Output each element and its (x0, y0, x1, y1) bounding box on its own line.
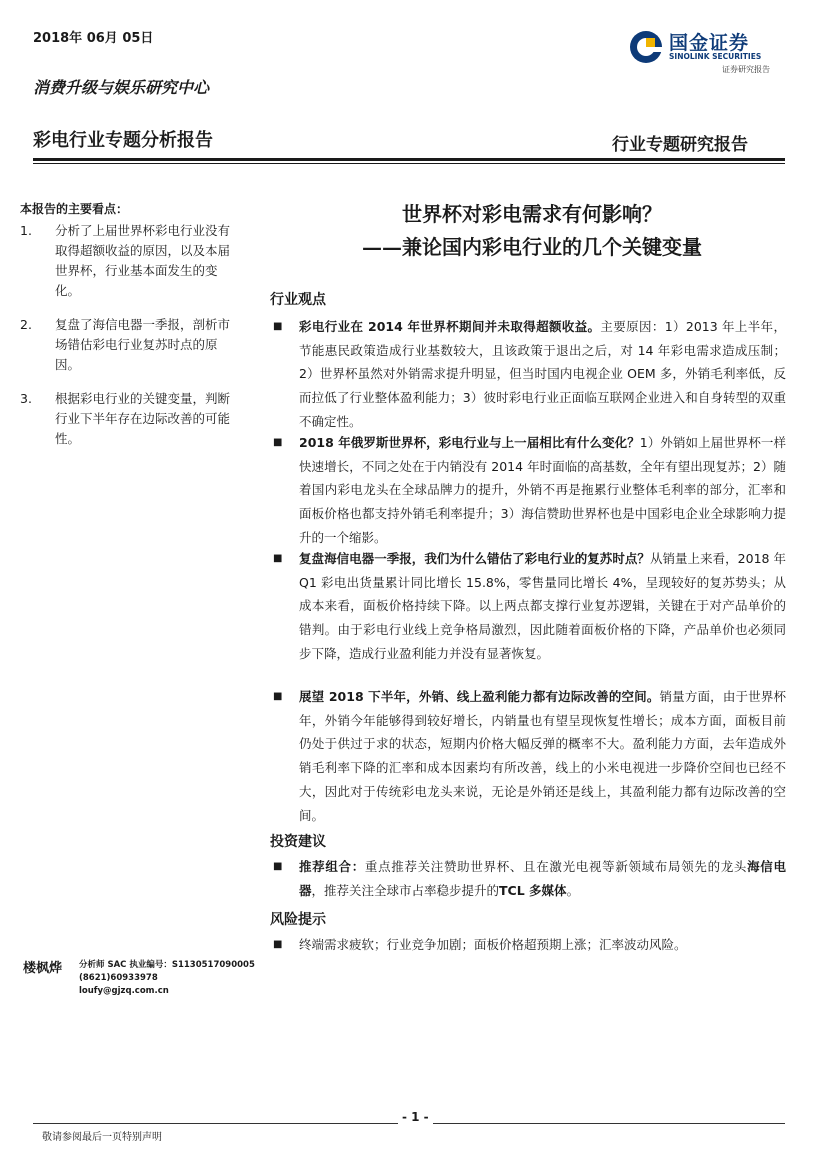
key-point-text: 分析了上届世界杯彩电行业没有取得超额收益的原因，以及本届世界杯，行业基本面发生的变化。 (55, 223, 231, 298)
analyst-cert: 分析师 SAC 执业编号：S1130517090005 (79, 960, 255, 970)
bullet-square-icon: ■ (273, 553, 283, 564)
key-point-number: 3. (20, 391, 32, 406)
analyst-email[interactable]: loufy@gjzq.com.cn (79, 986, 169, 996)
logo-text-cn: 国金证券 (669, 32, 750, 54)
key-points-sidebar (20, 200, 235, 463)
invest-text-a: 重点推荐关注赞助世界杯、且在激光电视等新领域布局领先的龙头 (364, 859, 748, 874)
invest-paragraph (270, 855, 786, 902)
bullet-square-icon: ■ (273, 691, 283, 702)
stock-name: 海信电器 (299, 859, 786, 898)
risk-text: 终端需求疲软；行业竞争加剧；面板价格超预期上涨；汇率波动风险。 (299, 937, 687, 952)
analyst-name: 楼枫烨 (23, 961, 63, 976)
report-date: 2018年 06月 05日 (33, 31, 154, 46)
main-title-line1: 世界杯对彩电需求有何影响？ (402, 202, 662, 226)
key-point-item (20, 221, 235, 301)
bullet-square-icon: ■ (273, 861, 283, 872)
key-point-item (20, 389, 235, 449)
logo-subtitle: 证券研究报告 (722, 65, 770, 74)
view-paragraph (270, 315, 786, 434)
paragraph-body: 主要原因：1）2013 年上半年，节能惠民政策造成行业基数较大，且该政策于退出之后，对 14 年彩电需求造成压制；2）世界杯虽然对外销需求提升明显，但当时国内电视企业 OEM 多，外销毛利率低，反而拉低了行业整体盈利能力；3）彼时彩电行业正面临互联网企业进入和自身转型的双重不确定性。 (299, 319, 786, 429)
report-title: 彩电行业专题分析报告 (33, 130, 213, 151)
section-heading-view: 行业观点 (270, 292, 326, 308)
paragraph-lead: 2018 年俄罗斯世界杯，彩电行业与上一届相比有什么变化？ (299, 435, 640, 450)
risk-paragraph (270, 933, 786, 957)
view-paragraph (270, 547, 786, 666)
footer-disclaimer: 敬请参阅最后一页特别声明 (42, 1132, 162, 1143)
section-heading-invest: 投资建议 (270, 834, 326, 850)
logo-text-en: SINOLINK SECURITIES (669, 52, 762, 61)
paragraph-lead: 复盘海信电器一季报，我们为什么错估了彩电行业的复苏时点？ (299, 551, 650, 566)
paragraph-body: 从销量上来看，2018 年 Q1 彩电出货量累计同比增长 15.8%，零售量同比增长 4%，呈现较好的复苏势头；从成本来看，面板价格持续下降。以上两点都支撑行业复苏逻辑，关键在于对产品单价的错判。由于彩电行业线上竞争格局激烈，因此随着面板价格的下降，产品单价也必须同步下降，造成行业盈利能力并没有显著恢复。 (299, 551, 786, 661)
paragraph-lead: 展望 2018 下半年，外销、线上盈利能力都有边际改善的空间。 (299, 689, 660, 704)
key-points-heading: 本报告的主要看点： (20, 202, 129, 216)
report-type: 行业专题研究报告 (612, 135, 748, 155)
paragraph-lead: 彩电行业在 2014 年世界杯期间并未取得超额收益。 (299, 319, 601, 334)
section-heading-risk: 风险提示 (270, 912, 326, 928)
main-title (262, 198, 802, 264)
key-point-text: 根据彩电行业的关键变量，判断行业下半年存在边际改善的可能性。 (55, 391, 231, 446)
page-number: - 1 - (398, 1110, 433, 1124)
invest-label: 推荐组合： (299, 859, 365, 874)
main-title-line2: ——兼论国内彩电行业的几个关键变量 (362, 235, 702, 259)
key-point-number: 2. (20, 317, 32, 332)
header-divider (33, 158, 785, 161)
view-paragraph (270, 431, 786, 550)
key-point-number: 1. (20, 223, 32, 238)
key-point-text: 复盘了海信电器一季报，剖析市场错估彩电行业复苏时点的原因。 (55, 317, 231, 372)
stock-name: TCL 多媒体 (499, 882, 567, 898)
research-center: 消费升级与娱乐研究中心 (33, 78, 210, 97)
key-point-item (20, 315, 235, 375)
bullet-square-icon: ■ (273, 939, 283, 950)
invest-text-c: 。 (566, 882, 580, 898)
logo-mark-icon (629, 30, 663, 64)
header-divider-thin (33, 163, 785, 164)
paragraph-body: 1）外销如上届世界杯一样快速增长，不同之处在于内销没有 2014 年时面临的高基数，全年有望出现复苏；2）随着国内彩电龙头在全球品牌力的提升，外销不再是拖累行业整体毛利率的部分，汇率和面板价格也都支持外销毛利率提升；3）海信赞助世界杯也是中国彩电企业全球影响力提升的一个缩影。 (299, 435, 786, 545)
bullet-square-icon: ■ (273, 321, 283, 332)
paragraph-body: 销量方面，由于世界杯年，外销今年能够得到较好增长，内销量也有望呈现恢复性增长；成本方面，面板目前仍处于供过于求的状态，短期内价格大幅反弹的概率不大。盈利能力方面，去年造成外销毛利率下降的汇率和成本因素均有所改善，线上的小米电视进一步降价空间也已经不大，因此对于传统彩电龙头来说，无论是外销还是线上，其盈利能力都有边际改善的空间。 (299, 689, 786, 823)
analyst-phone: (8621)60933978 (79, 973, 158, 983)
invest-text-b: ，推荐关注全球市占率稳步提升的 (311, 882, 500, 898)
view-paragraph (270, 685, 786, 827)
bullet-square-icon: ■ (273, 437, 283, 448)
